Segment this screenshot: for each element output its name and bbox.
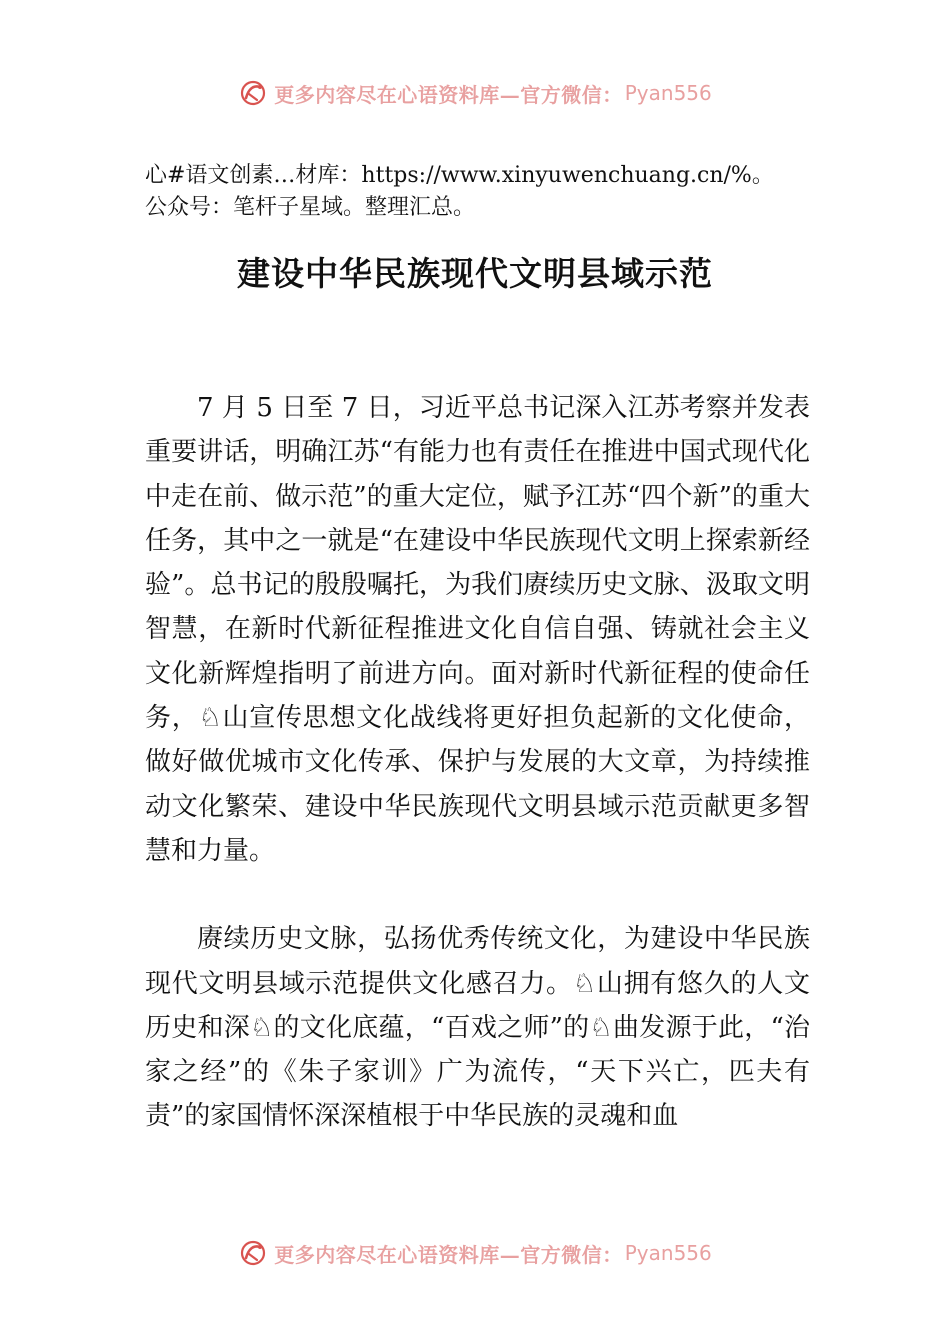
header-banner [0,73,950,113]
paragraph-2: 赓续历史文脉，弘扬优秀传统文化，为建设中华民族现代文明县域示范提供文化感召力。♘山拥有悠久的人文历史和深♘的文化底蕴，“百戏之师”的♘曲发源于此，“治家之经”的《朱子家训》广为流传，“天下兴亡，匹夫有责”的家国情怀深深植根于中华民族的灵魂和血 [145,924,810,1132]
paragraph-1: 7 月 5 日至 7 日，习近平总书记深入江苏考察并发表重要讲话，明确江苏“有能力也有责任在推进中国式现代化中走在前、做示范”的重大定位，赋予江苏“四个新”的重大任务，其中之一就是“在建设中华民族现代文明上探索新经验”。总书记的殷殷嘱托，为我们赓续历史文脉、汲取文明智慧，在新时代新征程推进文化自信自强、铸就社会主义文化新辉煌指明了前进方向。面对新时代新征程的使命任务，♘山宣传思想文化战线将更好担负起新的文化使命，做好做优城市文化传承、保护与发展的大文章，为持续推动文化繁荣、建设中华民族现代文明县域示范贡献更多智慧和力量。 [145,393,810,866]
source-note-line-1: 心#语文创素…材库：https://www.xinyuwenchuang.cn/%。 [145,163,774,188]
banner-text: 更多内容尽在心语资料库—官方微信： [274,1242,623,1267]
banner-wechat-id: Pyan556 [624,81,712,105]
document-title: 建设中华民族现代文明县域示范 [237,254,713,293]
red-seal-logo-icon [238,1238,268,1268]
source-note [145,160,925,224]
document-body [145,386,810,1183]
banner-text: 更多内容尽在心语资料库—官方微信： [274,82,623,107]
banner-wechat-id: Pyan556 [624,1241,712,1265]
red-seal-logo-icon [238,78,268,108]
source-note-line-2: 公众号：笔杆子星域。整理汇总。 [145,195,476,220]
footer-banner [0,1233,950,1273]
